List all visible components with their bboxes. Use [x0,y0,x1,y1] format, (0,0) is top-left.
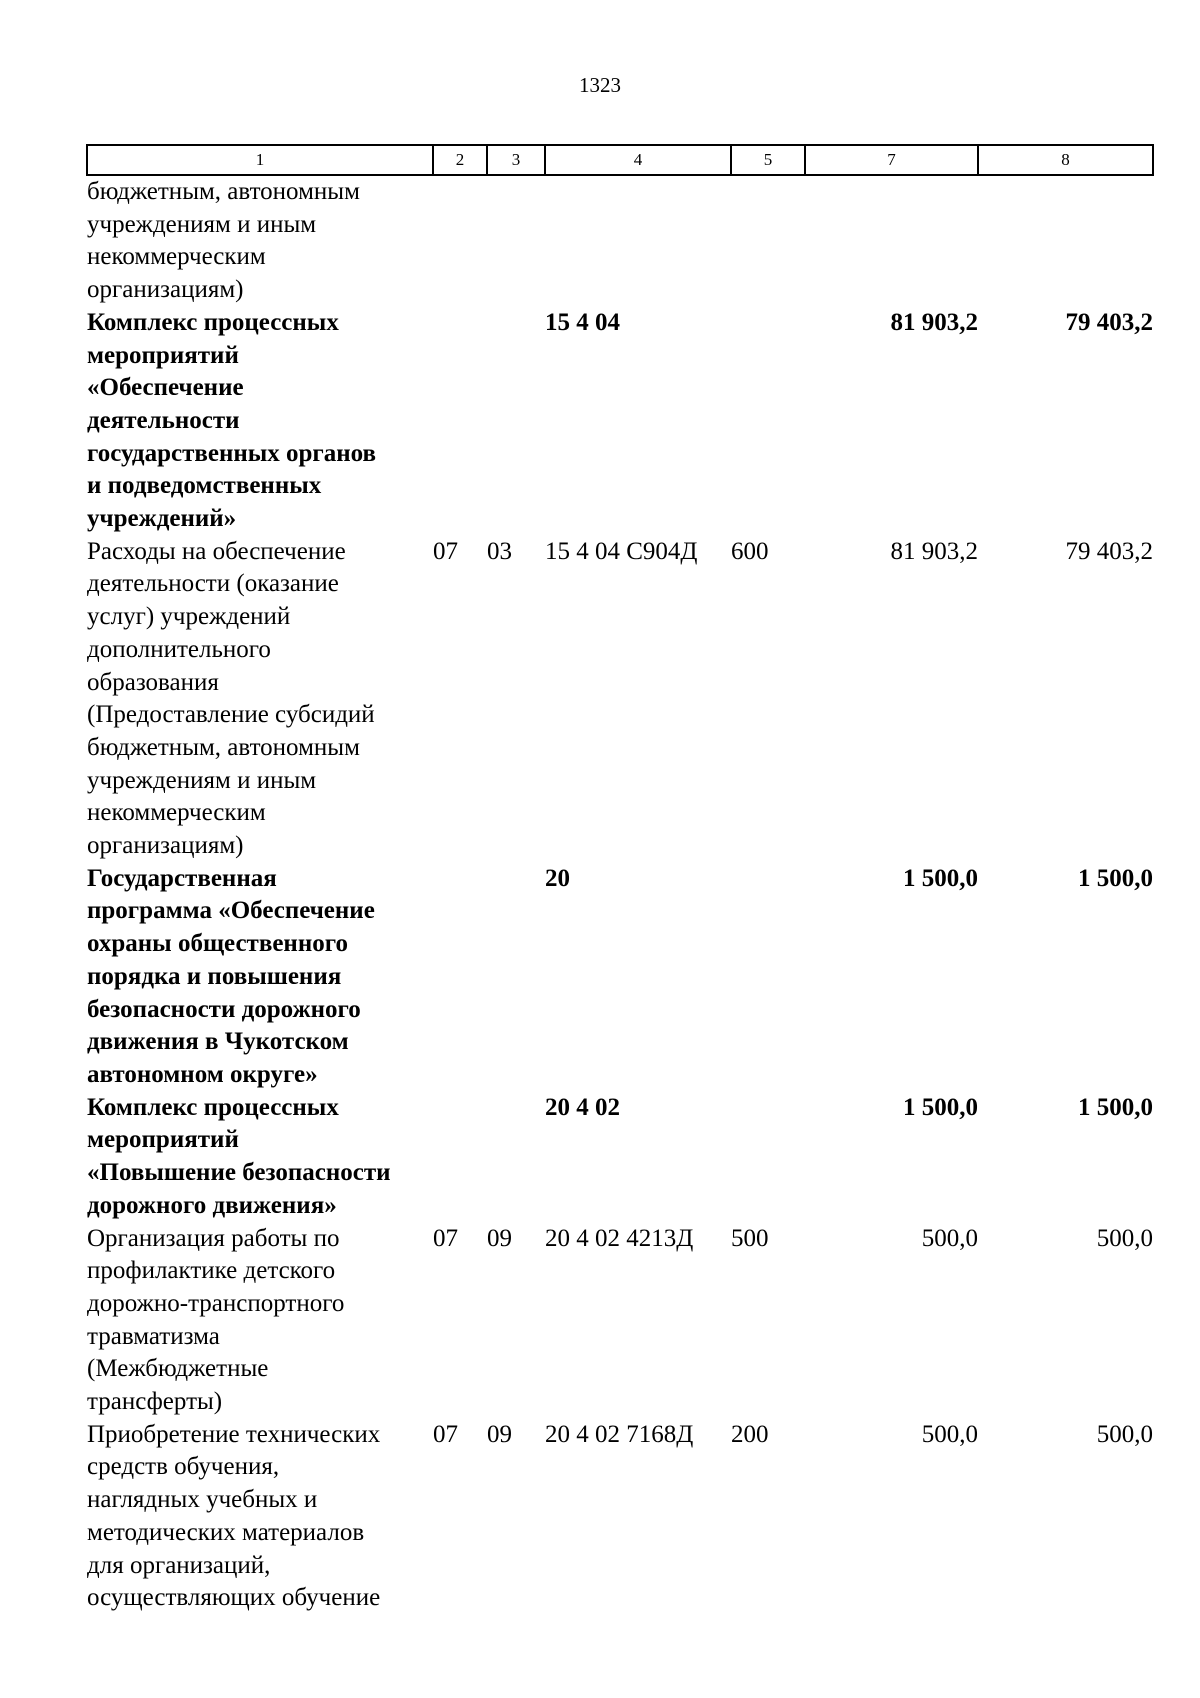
row-section: 07 [433,1224,458,1252]
row-amount-col7: 500,0 [921,1420,978,1448]
row-name: Комплекс процессных мероприятий «Повышение безопасности дорожного движения» [87,1093,391,1219]
row-subsection [487,863,545,1092]
row-target-code: 20 [545,864,570,892]
row-subsection: 09 [487,1224,512,1252]
row-subsection: 09 [487,1420,512,1448]
table-row [87,175,1153,307]
row-expense-type [731,1092,805,1223]
table-row [87,307,1153,536]
row-amount-col8: 79 403,2 [1065,308,1153,336]
budget-table [86,144,1154,1615]
row-expense-type: 500 [731,1224,769,1252]
row-target-code: 20 4 02 7168Д [545,1420,694,1448]
row-amount-col7 [805,175,978,307]
row-subsection [487,307,545,536]
table-row [87,536,1153,863]
row-name: Государственная программа «Обеспечение охраны общественного порядка и повышения безопасности дорожного движения в Чукотском автономном округе» [87,864,375,1088]
table-row [87,1223,1153,1419]
row-subsection [487,175,545,307]
row-section: 07 [433,1420,458,1448]
header-col-1: 1 [87,145,433,175]
header-col-8: 8 [978,145,1153,175]
header-col-2: 2 [433,145,487,175]
row-amount-col7: 81 903,2 [890,537,978,565]
row-target-code: 15 4 04 С904Д [545,537,698,565]
row-target-code: 20 4 02 4213Д [545,1224,694,1252]
row-expense-type: 200 [731,1420,769,1448]
row-amount-col8: 500,0 [1096,1420,1153,1448]
row-expense-type [731,863,805,1092]
row-amount-col7: 1 500,0 [903,864,978,892]
row-target-code: 15 4 04 [545,308,620,336]
page-number: 1323 [579,73,621,97]
row-target-code [545,175,731,307]
table-row [87,863,1153,1092]
header-col-4: 4 [545,145,731,175]
row-subsection: 03 [487,537,512,565]
budget-table-container [86,144,1152,1615]
row-amount-col7: 81 903,2 [890,308,978,336]
row-name: Комплекс процессных мероприятий «Обеспечение деятельности государственных органов и подведомственных учреждений» [87,308,377,533]
header-col-5: 5 [731,145,805,175]
row-name: Расходы на обеспечение деятельности (оказание услуг) учреждений дополнительного образования (Предоставление субсидий бюджетным, автономным учреждениям и иным некоммерческим организациям) [87,537,375,860]
header-col-7: 7 [805,145,978,175]
row-amount-col7: 500,0 [921,1224,978,1252]
row-section [433,863,487,1092]
row-expense-type [731,175,805,307]
row-name: бюджетным, автономным учреждениям и иным некоммерческим организациям) [87,178,360,304]
table-row [87,1419,1153,1615]
row-amount-col8: 79 403,2 [1065,537,1153,565]
row-name: Приобретение технических средств обучения, наглядных учебных и методических материалов для организаций, осуществляющих обучение [87,1420,381,1612]
row-expense-type: 600 [731,537,769,565]
row-amount-col8 [978,175,1153,307]
table-row [87,1092,1153,1223]
row-amount-col7: 1 500,0 [903,1093,978,1121]
row-target-code: 20 4 02 [545,1093,620,1121]
row-amount-col8: 1 500,0 [1078,864,1153,892]
row-amount-col8: 1 500,0 [1078,1093,1153,1121]
row-name: Организация работы по профилактике детского дорожно-транспортного травматизма (Межбюджетные трансферты) [87,1224,345,1416]
row-section: 07 [433,537,458,565]
row-amount-col8: 500,0 [1096,1224,1153,1252]
row-section [433,175,487,307]
row-section [433,1092,487,1223]
row-expense-type [731,307,805,536]
header-row [87,145,1153,175]
row-subsection [487,1092,545,1223]
table-header [87,145,1153,175]
table-body [87,175,1153,1615]
header-col-3: 3 [487,145,545,175]
row-section [433,307,487,536]
